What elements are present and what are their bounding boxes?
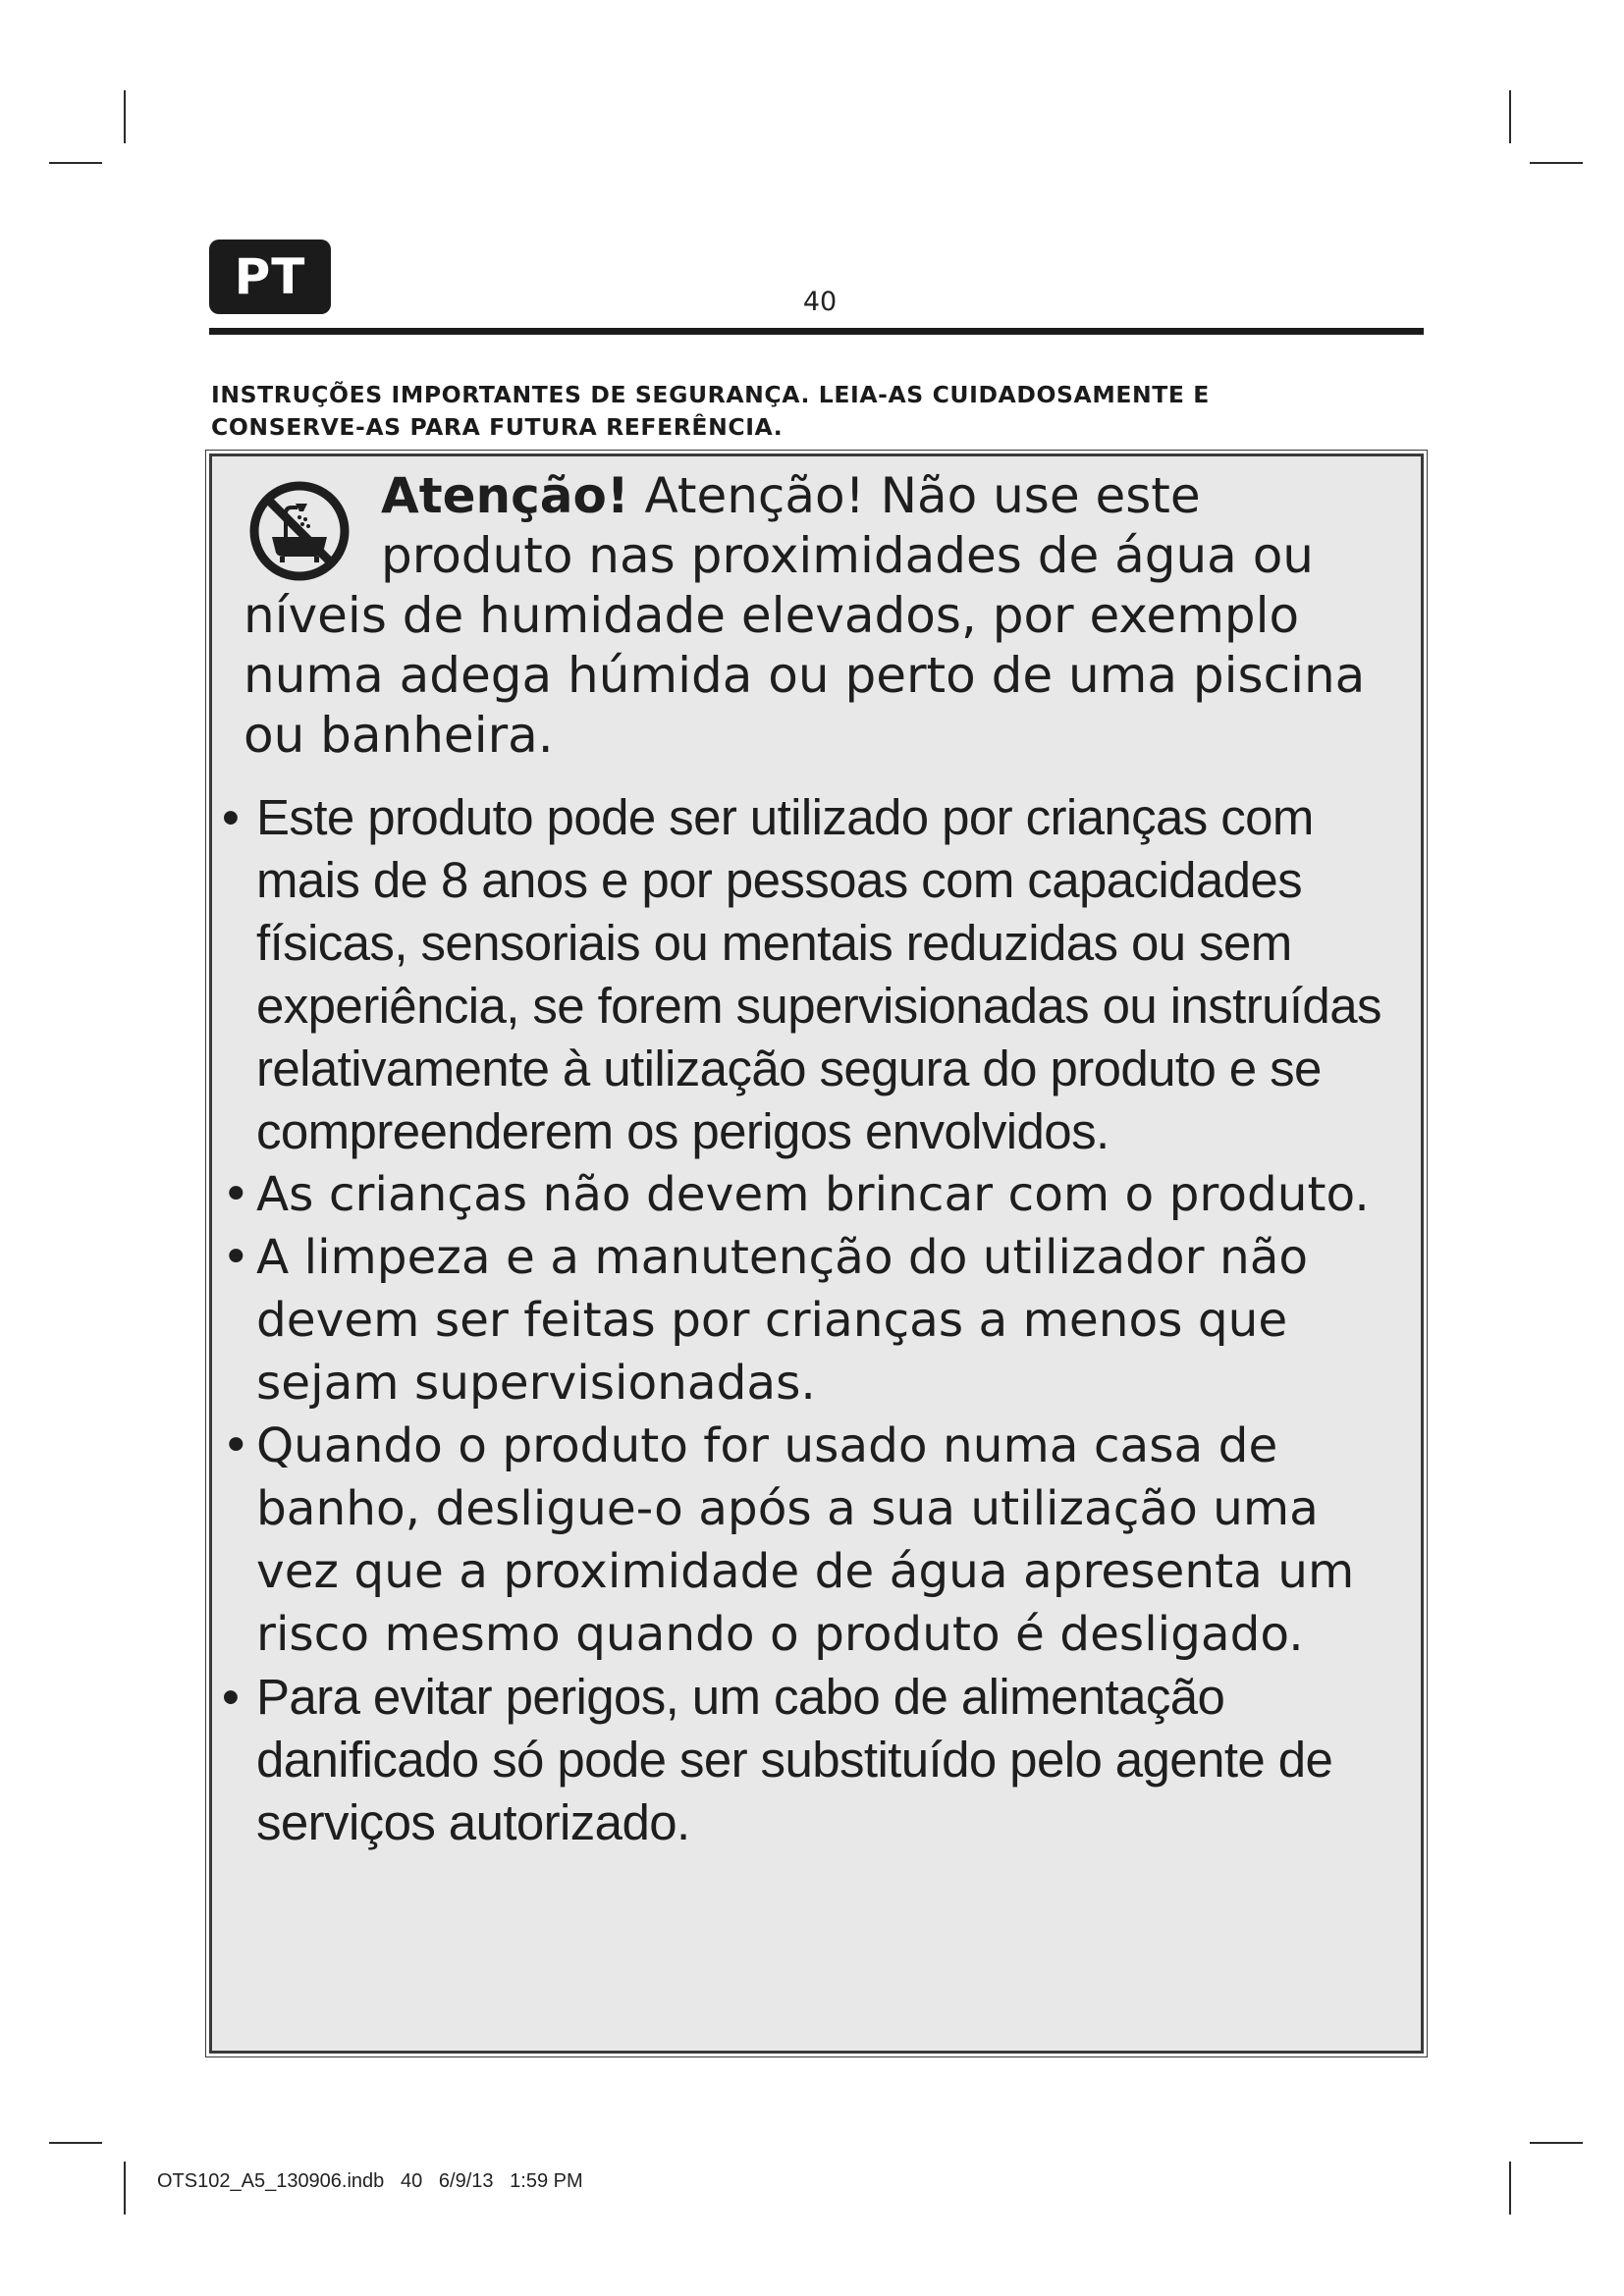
crop-mark bbox=[1530, 2142, 1583, 2144]
list-item: • Para evitar perigos, um cabo de alimentação danificado só pode ser substituído pelo agente de serviços autorizado. bbox=[222, 1669, 1333, 1850]
crop-mark bbox=[1509, 90, 1511, 143]
print-slug: OTS102_A5_130906.indb 40 6/9/13 1:59 PM bbox=[157, 2170, 583, 2192]
page-number: 40 bbox=[802, 287, 838, 317]
list-item: • Quando o produto for usado numa casa de banho, desligue-o após a sua utilização uma vez que a proximidade de água apresenta um risco mesmo quando o produto é desligado. bbox=[222, 1418, 1355, 1662]
list-item: • A limpeza e a manutenção do utilizador não devem ser feitas por crianças a menos que sejam supervisionadas. bbox=[222, 1230, 1309, 1411]
attention-body: Atenção! Não use este produto nas proximidades de água ou níveis de humidade elevados, por exemplo numa adega húmida ou perto de uma piscina ou banheira. bbox=[244, 467, 1366, 764]
language-badge: PT bbox=[209, 240, 331, 314]
header-rule bbox=[209, 328, 1424, 335]
crop-mark bbox=[49, 2142, 102, 2144]
crop-mark bbox=[124, 2162, 126, 2215]
safety-heading-line-2: CONSERVE-AS PARA FUTURA REFERÊNCIA. bbox=[211, 413, 784, 441]
crop-mark bbox=[1509, 2162, 1511, 2215]
safety-heading bbox=[211, 379, 1429, 444]
attention-label: Atenção! bbox=[381, 467, 629, 524]
safety-bullet-list bbox=[222, 786, 1412, 1854]
safety-heading-line-1: INSTRUÇÕES IMPORTANTES DE SEGURANÇA. LEIA-AS CUIDADOSAMENTE E bbox=[211, 381, 1210, 408]
crop-mark bbox=[124, 90, 126, 143]
attention-paragraph bbox=[244, 466, 1392, 766]
warning-box bbox=[209, 454, 1424, 2054]
list-item: • As crianças não devem brincar com o produto. bbox=[222, 1167, 1370, 1222]
crop-mark bbox=[1530, 162, 1583, 164]
list-item: • Este produto pode ser utilizado por crianças com mais de 8 anos e por pessoas com capacidades físicas, sensoriais ou mentais reduzidas ou sem experiência, se forem supervisionadas ou instruídas relativamente à utilização segura do produto e se compreenderem os perigos envolvidos. bbox=[222, 789, 1381, 1159]
crop-mark bbox=[49, 162, 102, 164]
